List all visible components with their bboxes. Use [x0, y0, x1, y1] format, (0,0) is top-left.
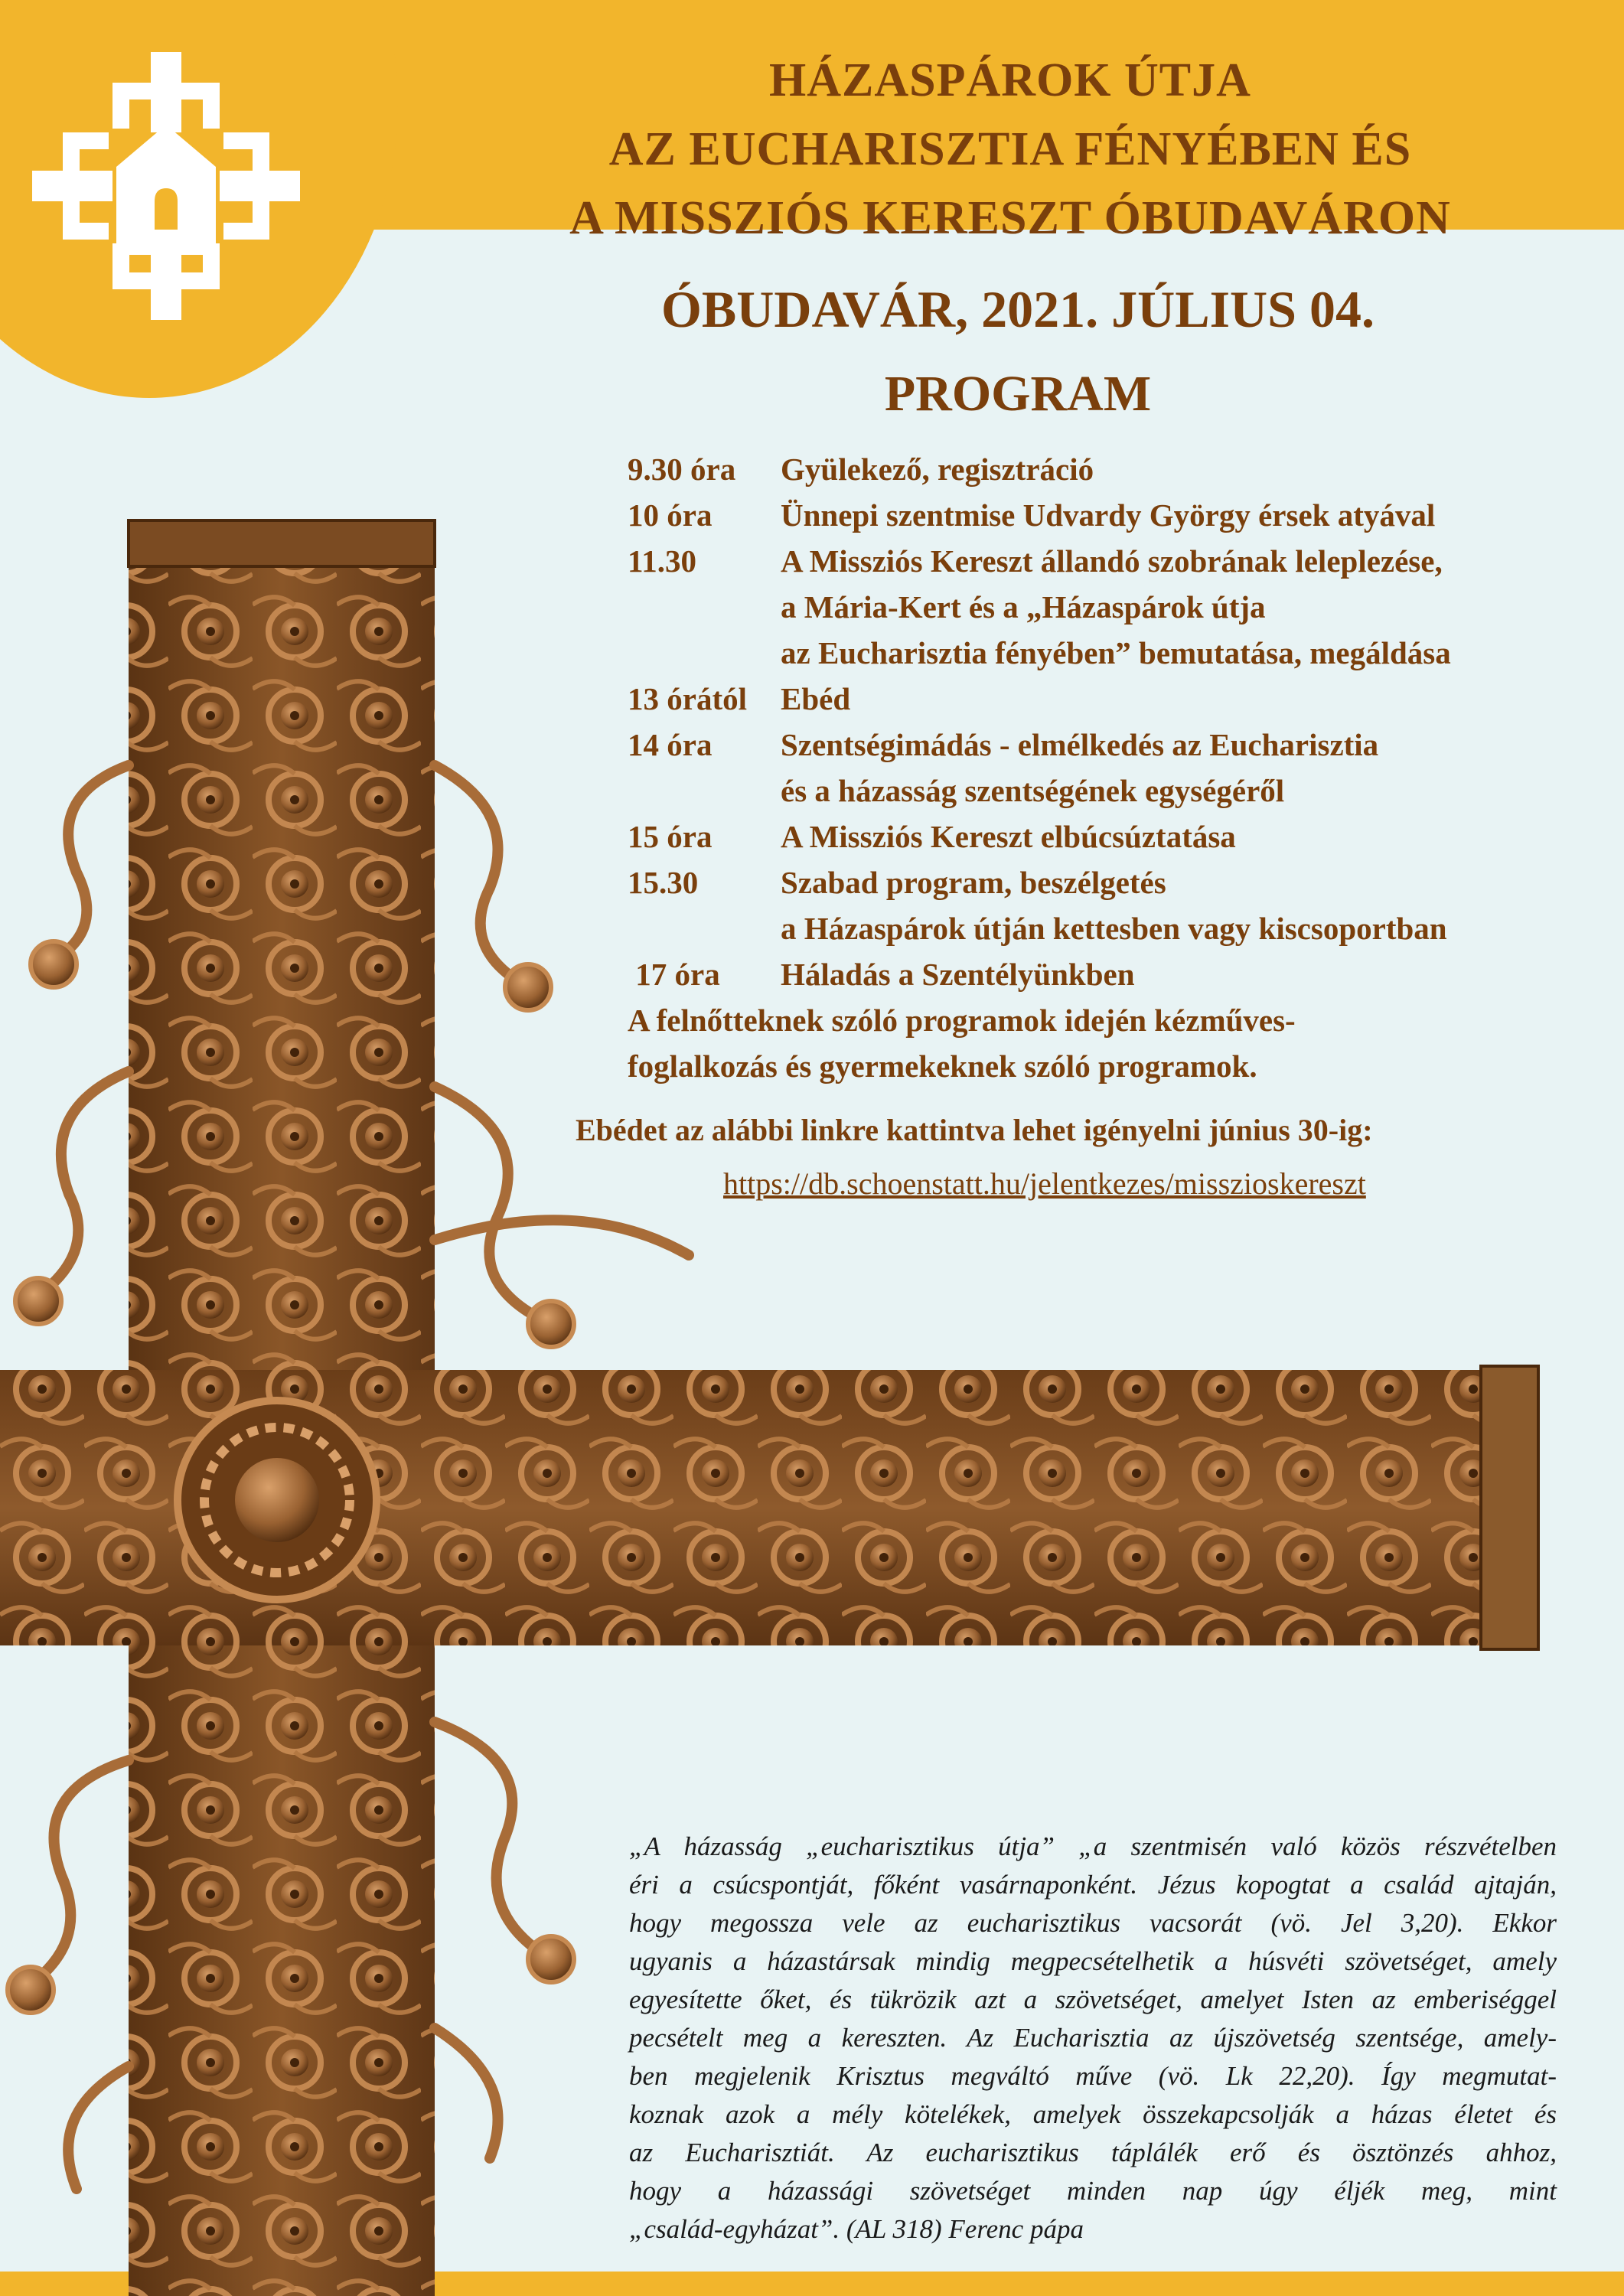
- schedule-time: 17 óra: [628, 957, 720, 992]
- schedule-list: [628, 446, 1607, 1089]
- title-line: HÁZASPÁROK ÚTJA: [769, 54, 1251, 106]
- schedule-row: [628, 676, 1607, 722]
- children-note-line: A felnőtteknek szóló programok idején kézműves-: [628, 1003, 1296, 1038]
- program-heading: PROGRAM: [884, 366, 1152, 422]
- lunch-instructions: Ebédet az alábbi linkre kattintva lehet igényelni június 30-ig:: [576, 1113, 1373, 1147]
- title-line: A MISSZIÓS KERESZT ÓBUDAVÁRON: [569, 192, 1451, 244]
- schedule-desc: Ünnepi szentmise Udvardy György érsek atyával: [781, 497, 1436, 533]
- schedule-time: 9.30 óra: [628, 452, 736, 487]
- quote-line: pecsételt meg a kereszten. Az Eucharisztia az újszövetség szentsége, amely-: [629, 2023, 1557, 2053]
- schedule-desc: a Mária-Kert és a „Házaspárok útja: [781, 589, 1266, 625]
- schedule-desc: Szabad program, beszélgetés: [781, 865, 1166, 900]
- schedule-desc: Gyülekező, regisztráció: [781, 452, 1094, 487]
- children-note: [628, 997, 1607, 1089]
- quote-line: koznak azok a mély kötelékek, amelyek összekapcsolják a házas életet és: [629, 2099, 1557, 2129]
- schedule-row: [628, 722, 1607, 814]
- quote-line: ben megjelenik Krisztus megváltó műve (vö. Lk 22,20). Így megmutat-: [629, 2061, 1557, 2091]
- schedule-desc: és a házasság szentségének egységéről: [781, 773, 1285, 808]
- schedule-row: [628, 492, 1607, 538]
- schedule-row: [628, 538, 1607, 676]
- quote-line: hogy megossza vele az eucharisztikus vacsorát (vö. Jel 3,20). Ekkor: [629, 1908, 1557, 1938]
- quote-line: hogy a házassági szövetséget minden nap úgy éljék meg, mint: [629, 2176, 1557, 2206]
- schedule-row: [628, 446, 1607, 492]
- schedule-desc: A Missziós Kereszt elbúcsúztatása: [781, 819, 1236, 854]
- schedule-time: 11.30: [628, 543, 696, 579]
- pope-quote: [629, 1828, 1557, 2249]
- schedule-desc: Szentségimádás - elmélkedés az Eucharisztia: [781, 727, 1379, 762]
- quote-line: „A házasság „eucharisztikus útja” „a szentmisén való közös részvételben: [629, 1831, 1557, 1861]
- schedule-time: 15 óra: [628, 819, 713, 854]
- schedule-time: 14 óra: [628, 727, 713, 762]
- schedule-desc: Ebéd: [781, 681, 851, 716]
- registration-link[interactable]: https://db.schoenstatt.hu/jelentkezes/misszioskereszt: [723, 1166, 1366, 1201]
- event-date: ÓBUDAVÁR, 2021. JÚLIUS 04.: [661, 280, 1375, 338]
- schedule-time: 15.30: [628, 865, 699, 900]
- quote-line: egyesítette őket, és tükrözik azt a szövetséget, amelyet Isten az emberiséggel: [629, 1985, 1557, 2014]
- schedule-time: 13 órától: [628, 681, 747, 716]
- schedule-row: [628, 814, 1607, 859]
- schedule-row: [628, 951, 1607, 997]
- children-note-line: foglalkozás és gyermekeknek szóló programok.: [628, 1049, 1257, 1084]
- schedule-desc: az Eucharisztia fényében” bemutatása, megáldása: [781, 635, 1451, 670]
- schedule-desc: a Házaspárok útján kettesben vagy kiscsoportban: [781, 911, 1447, 946]
- quote-line: éri a csúcspontját, főként vasárnaponként. Jézus kopogtat a család ajtaján,: [629, 1870, 1557, 1900]
- title-line: AZ EUCHARISZTIA FÉNYÉBEN ÉS: [608, 123, 1412, 175]
- quote-line: ugyanis a házastársak mindig megpecsételhetik a húsvéti szövetséget, amely: [629, 1946, 1557, 1976]
- schedule-time: 10 óra: [628, 497, 713, 533]
- quote-line: az Eucharisztiát. Az eucharisztikus táplálék erő és ösztönzés ahhoz,: [629, 2138, 1557, 2167]
- schedule-row: [628, 859, 1607, 951]
- schedule-desc: Háladás a Szentélyünkben: [781, 957, 1135, 992]
- quote-line: „család-egyházat”. (AL 318) Ferenc pápa: [629, 2214, 1084, 2244]
- schedule-desc: A Missziós Kereszt állandó szobrának leleplezése,: [781, 543, 1443, 579]
